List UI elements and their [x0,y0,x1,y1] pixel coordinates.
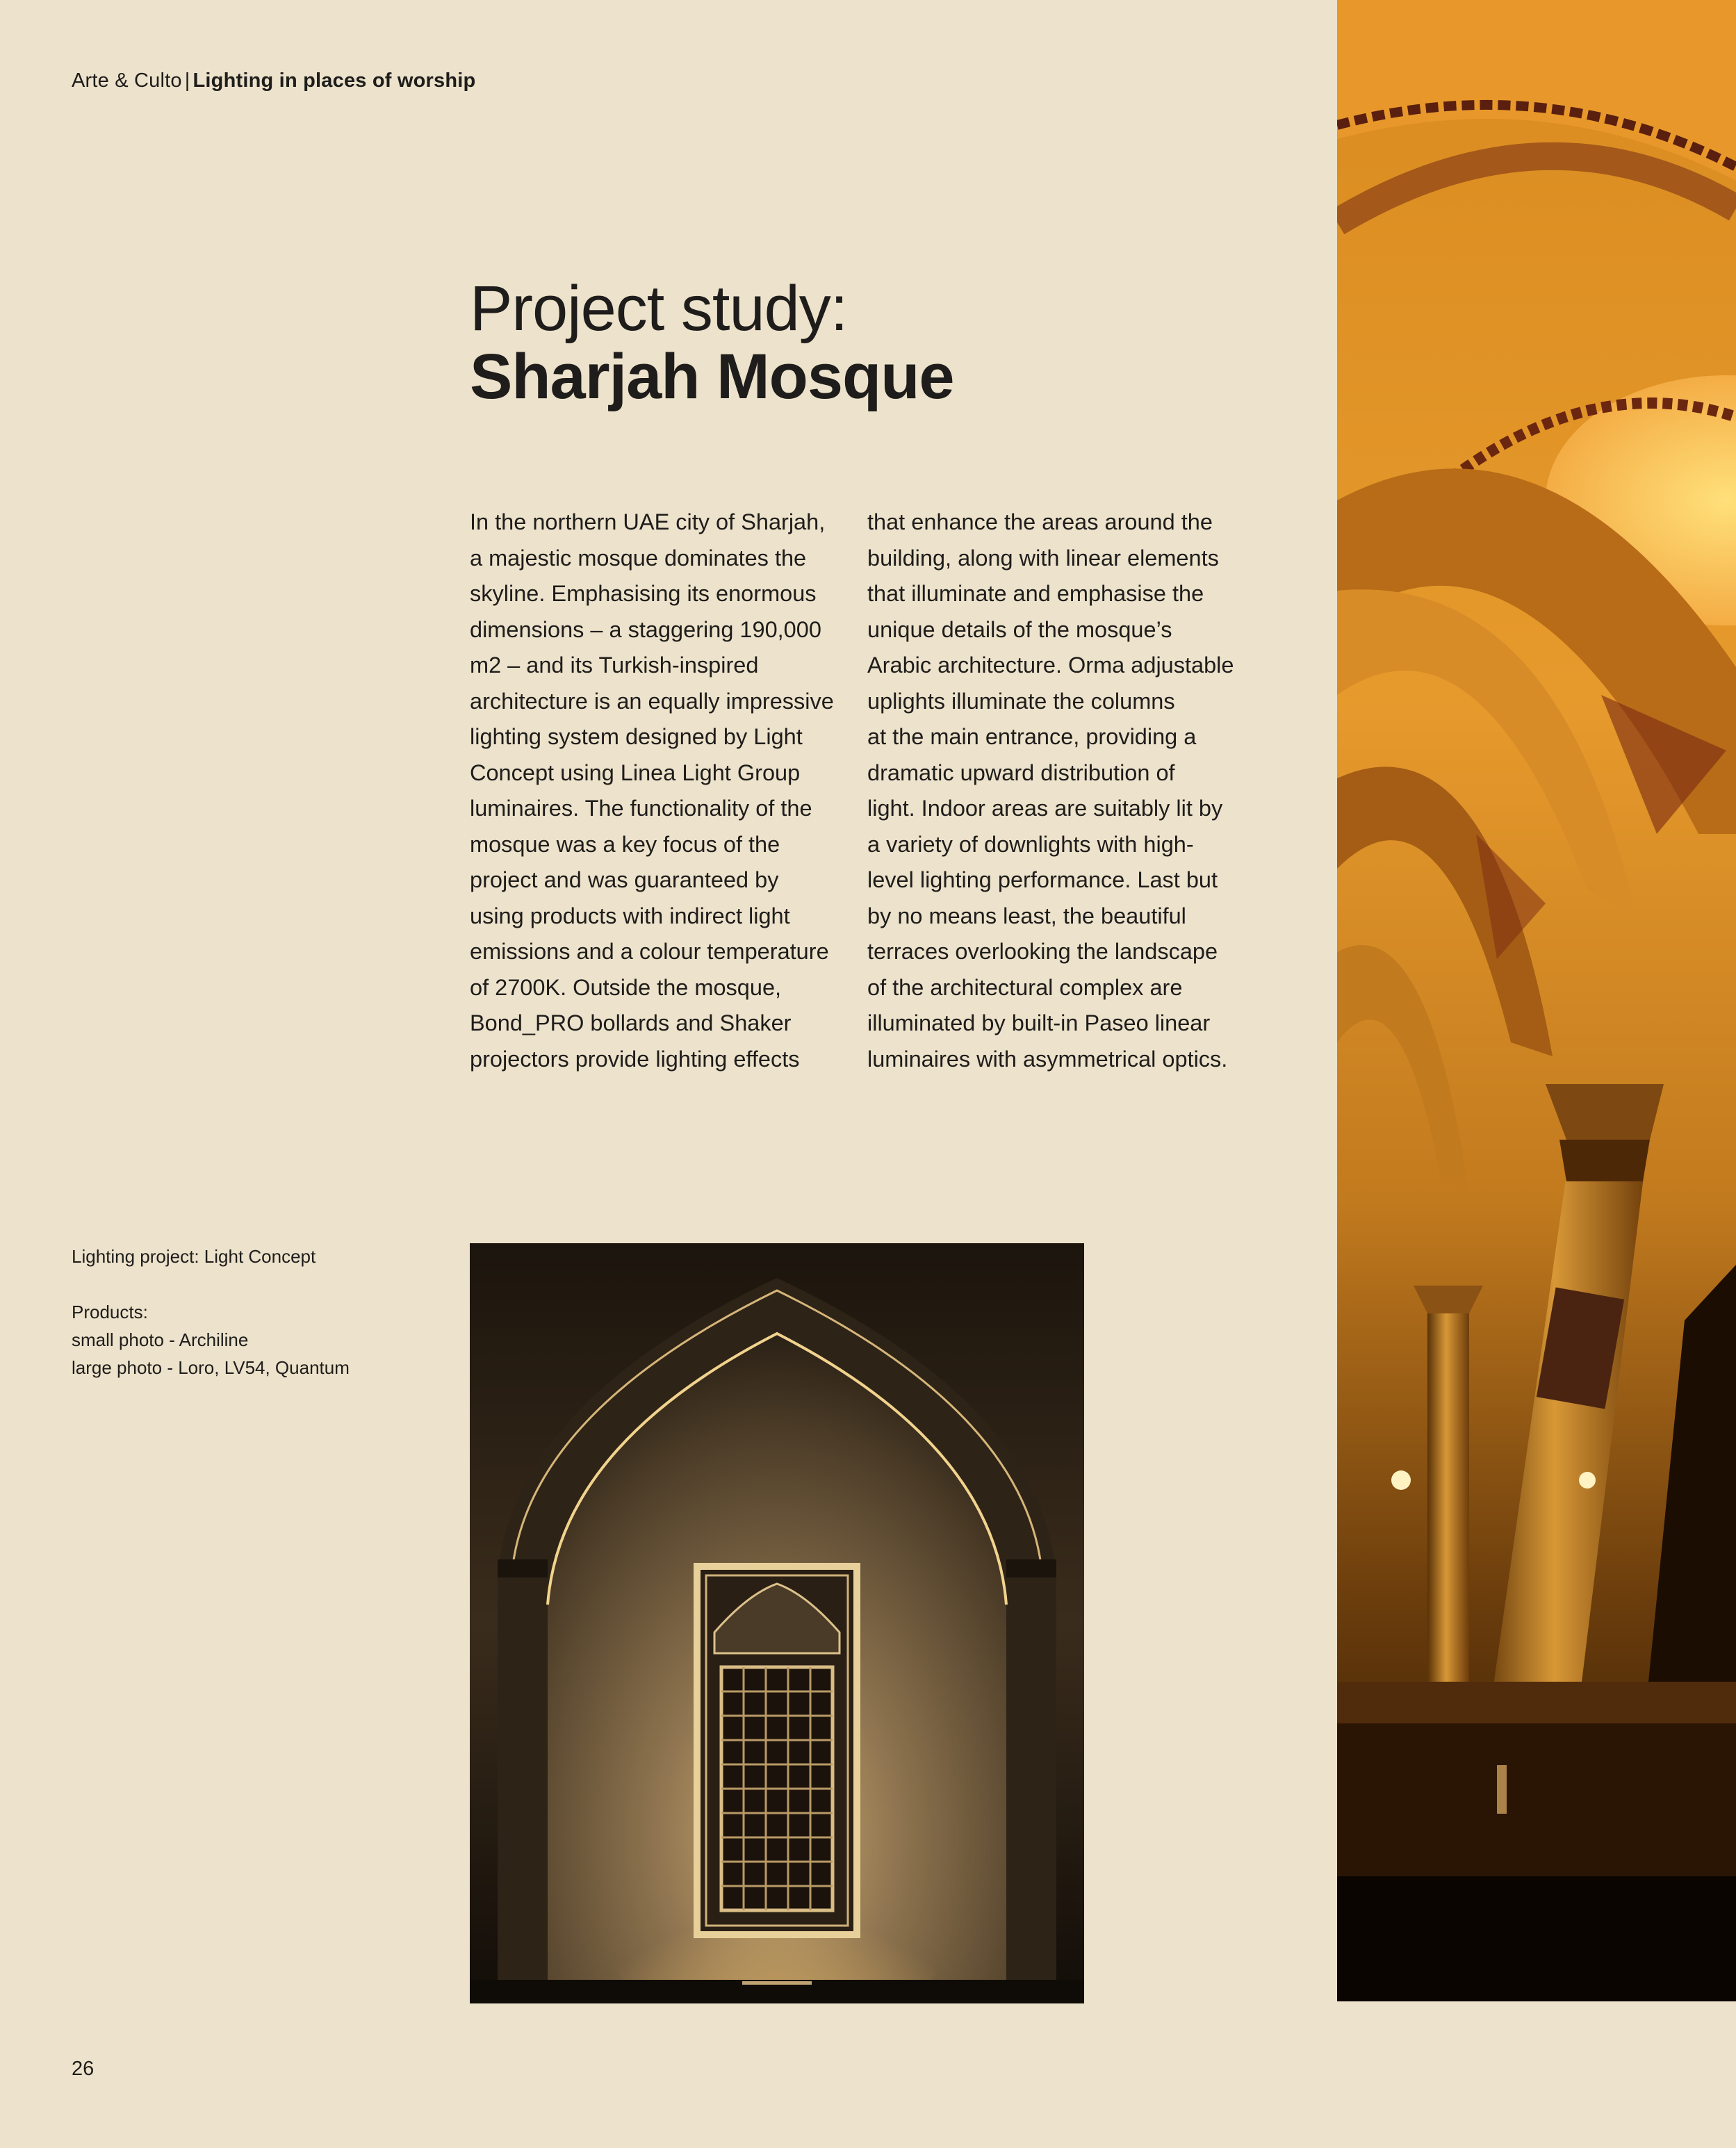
header-separator: | [184,69,190,92]
body-line: mosque was a key focus of the [470,831,780,857]
header-section: Arte & Culto [72,69,182,92]
body-line: skyline. Emphasising its enormous [470,581,817,606]
body-column-1 [470,505,859,1077]
body-line: Bond_PRO bollards and Shaker [470,1010,792,1035]
body-line: illuminated by built-in Paseo linear [867,1010,1211,1035]
title-line-1: Project study: [470,273,848,344]
body-line: terraces overlooking the landscape [867,939,1218,964]
body-line: luminaires with asymmetrical optics. [867,1046,1228,1072]
body-line: emissions and a colour temperature [470,939,829,964]
body-line: a variety of downlights with high- [867,831,1194,857]
body-line: that enhance the areas around the [867,509,1213,534]
credit-large-photo: large photo - Loro, LV54, Quantum [72,1357,350,1378]
body-line: using products with indirect light [470,903,790,928]
credit-products-label: Products: [72,1302,148,1322]
mihrab-photo [470,1243,1084,2003]
header-topic: Lighting in places of worship [193,69,476,92]
mosque-interior-photo [1337,0,1736,2001]
page-number: 26 [72,2058,95,2080]
body-line: In the northern UAE city of Sharjah, [470,509,826,534]
body-line: at the main entrance, providing a [867,724,1197,749]
body-line: by no means least, the beautiful [867,903,1186,928]
body-line: m2 – and its Turkish-inspired [470,653,759,678]
body-line: uplights illuminate the columns [867,688,1175,714]
body-column-2 [867,505,1256,1077]
body-line: projectors provide lighting effects [470,1046,800,1072]
body-line: Arabic architecture. Orma adjustable [867,653,1234,678]
body-line: architecture is an equally impressive [470,688,834,714]
body-line: Concept using Linea Light Group [470,760,801,785]
body-line: dramatic upward distribution of [867,760,1175,785]
body-line: luminaires. The functionality of the [470,796,812,821]
body-line: light. Indoor areas are suitably lit by [867,796,1223,821]
body-line: building, along with linear elements [867,545,1219,571]
body-line: lighting system designed by Light [470,724,803,749]
photo-credits [72,1243,350,1382]
body-line: of the architectural complex are [867,974,1183,1000]
credit-lighting-project: Lighting project: Light Concept [72,1246,316,1267]
body-line: a majestic mosque dominates the [470,545,807,571]
credit-small-photo: small photo - Archiline [72,1329,249,1350]
title-line-2: Sharjah Mosque [470,341,954,412]
body-line: dimensions – a staggering 190,000 [470,616,821,642]
body-line: of 2700K. Outside the mosque, [470,974,782,1000]
body-line: project and was guaranteed by [470,867,779,892]
body-line: unique details of the mosque’s [867,616,1172,642]
page-title [470,274,954,411]
running-header [72,69,475,92]
body-line: that illuminate and emphasise the [867,581,1204,606]
body-line: level lighting performance. Last but [867,867,1218,892]
